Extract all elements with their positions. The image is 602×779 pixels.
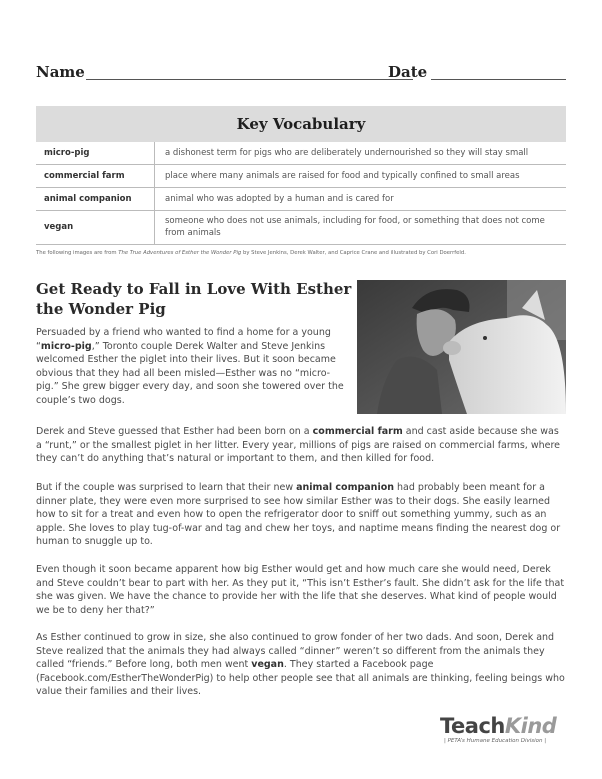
vocab-term: animal companion	[36, 187, 155, 210]
key-vocabulary-box	[36, 106, 566, 245]
vocab-definition: a dishonest term for pigs who are deliberately undernourished so they will stay small	[155, 142, 567, 164]
logo-teach: Teach	[440, 714, 505, 738]
vocab-row	[36, 210, 566, 244]
paragraph-text: Derek and Steve guessed that Esther had been born on a	[36, 426, 313, 437]
name-label: Name	[36, 63, 85, 81]
paragraph-text: ,” Toronto couple Derek Walter and Steve Jenkins welcomed Esther the piglet into their lives. But it soon became obvious that they had all been misled—Esther was no “micro-pig.” She grew bigger every day, and soon she towered over the couple’s two dogs.	[36, 340, 344, 406]
paragraph	[36, 425, 566, 466]
paragraph	[36, 631, 566, 699]
paragraph-text: As Esther continued to grow in size, she also continued to grow fonder of her two dads. And soon, Derek and Steve realized that the animals they had always called “dinner” weren’t so different from the animals they called “friends.” Before long, both men went	[36, 632, 555, 671]
paragraph	[36, 326, 348, 408]
paragraph-text: had probably been meant for a dinner plate, they were even more surprised to see how similar Esther was to their dogs. She easily learned how to sit for a treat and even how to open the refrigerator door to sniff out something yummy, such as an apple. She loves to play tug-of-war and tag and chew her toys, and naptime means finding the nearest dog or human to snuggle up to.	[36, 482, 561, 548]
credit-text: The following images are from	[36, 250, 119, 256]
date-label: Date	[388, 63, 428, 81]
credit-text: by Steve Jenkins, Derek Walter, and Caprice Crane and illustrated by Cori Doerrfeld.	[241, 250, 466, 256]
vocab-term: micro-pig	[36, 142, 155, 164]
vocab-row	[36, 187, 566, 210]
teachkind-logo	[440, 714, 570, 744]
vocab-term-highlight: animal companion	[296, 482, 394, 493]
name-date-row	[36, 63, 566, 85]
image-credit	[36, 250, 576, 256]
vocab-term-highlight: vegan	[251, 659, 284, 671]
paragraph-text: . They started a Facebook page (Facebook.com/EstherTheWonderPig) to help other people see that all animals are thinking, feeling beings who value their families and their lives.	[36, 659, 565, 698]
book-title: The True Adventures of Esther the Wonder Pig	[118, 250, 242, 256]
date-line[interactable]	[431, 79, 566, 80]
esther-photo	[357, 280, 566, 414]
vocab-term-highlight: commercial farm	[312, 426, 403, 437]
logo-subtitle: | PETA’s Humane Education Division |	[444, 738, 547, 744]
vocab-term: vegan	[36, 210, 155, 244]
vocab-term-highlight: micro-pig	[40, 340, 92, 352]
vocab-definition: someone who does not use animals, including for food, or something that does not come from animals	[155, 210, 567, 244]
paragraph: Even though it soon became apparent how big Esther would get and how much care she would need, Derek and Steve couldn’t bear to part with her. As they put it, “This isn’t Esther’s fault. She didn’t ask for the life that she was given. We have the chance to provide her with the life that she deserves. What kind of people would we be to deny her that?”	[36, 564, 565, 616]
article-heading: Get Ready to Fall in Love With Esther the Wonder Pig	[36, 280, 352, 318]
paragraph-text: and cast aside because she was a “runt,” or the smallest piglet in her litter. Every year, millions of pigs are raised on commercial farms, where they can’t do anything that’s natural or important to them, and then killed for food.	[36, 426, 561, 465]
name-line[interactable]	[86, 79, 413, 80]
vocab-definition: animal who was adopted by a human and is cared for	[155, 187, 567, 210]
vocab-row	[36, 142, 566, 164]
paragraph-text: But if the couple was surprised to learn that their new	[36, 482, 297, 493]
vocabulary-table	[36, 142, 566, 245]
vocab-term: commercial farm	[36, 164, 155, 187]
paragraph	[36, 481, 566, 549]
vocab-definition: place where many animals are raised for food and typically confined to small areas	[155, 164, 567, 187]
vocab-row	[36, 164, 566, 187]
paragraph-text: Persuaded by a friend who wanted to find a home for a young “	[36, 327, 331, 352]
logo-kind: Kind	[504, 714, 557, 738]
vocabulary-title: Key Vocabulary	[36, 106, 566, 142]
